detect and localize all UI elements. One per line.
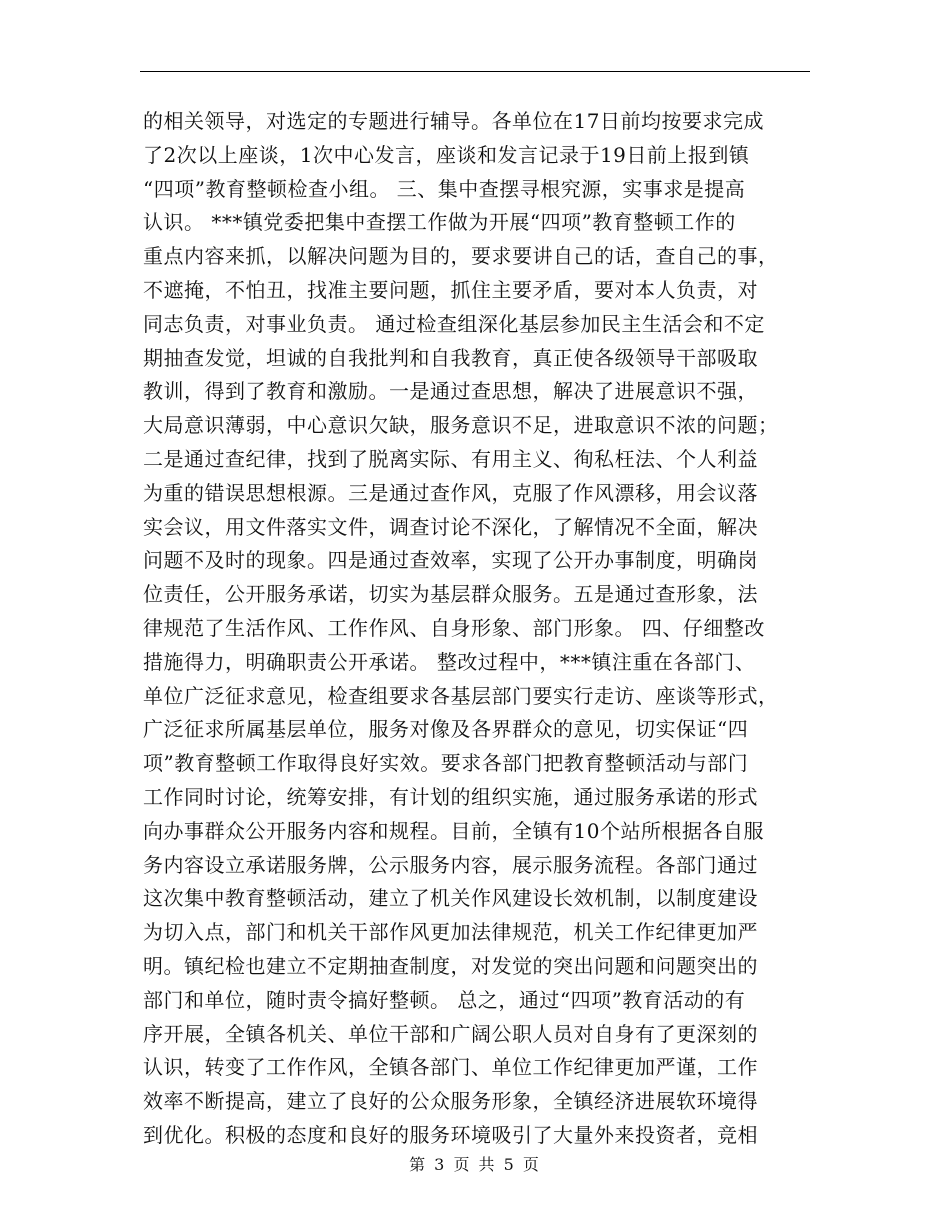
text-line: 部门和单位，随时责令搞好整顿。 总之，通过“四项”教育活动的有 [143,987,746,1012]
text-line: 单位广泛征求意见，检查组要求各基层部门要实行走访、座谈等形式， [143,683,779,708]
text-line: 二是通过查纪律，找到了脱离实际、有用主义、徇私枉法、个人利益 [143,446,758,471]
text-line: 这次集中教育整顿活动，建立了机关作风建设长效机制，以制度建设 [143,886,758,911]
text-line: 项”教育整顿工作取得良好实效。要求各部门把教育整顿活动与部门 [143,751,749,776]
text-line: 为切入点，部门和机关干部作风更加法律规范，机关工作纪律更加严 [143,920,758,945]
text-line: 认识，转变了工作作风，全镇各部门、单位工作纪律更加严谨，工作 [143,1055,758,1080]
text-line: 工作同时讨论，统筹安排，有计划的组织实施，通过服务承诺的形式 [143,784,758,809]
body-text [143,105,823,1153]
text-line: 了2次以上座谈，1次中心发言，座谈和发言记录于19日前上报到镇 [143,142,750,167]
text-line: 措施得力，明确职责公开承诺。 整改过程中，***镇注重在各部门、 [143,649,756,674]
text-line: 务内容设立承诺服务牌，公示服务内容，展示服务流程。各部门通过 [143,852,758,877]
text-line: “四项”教育整顿检查小组。 三、集中查摆寻根究源，实事求是提高 [143,176,746,201]
text-line: 教训，得到了教育和激励。一是通过查思想，解决了进展意识不强， [143,379,758,404]
text-line: 向办事群众公开服务内容和规程。目前，全镇有10个站所根据各自服 [143,818,764,843]
text-line: 广泛征求所属基层单位，服务对像及各界群众的意见，切实保证“四 [143,717,749,742]
text-line: 明。镇纪检也建立不定期抽查制度，对发觉的突出问题和问题突出的 [143,953,758,978]
text-line: 大局意识薄弱，中心意识欠缺，服务意识不足，进取意识不浓的问题； [143,413,779,438]
text-line: 律规范了生活作风、工作作风、自身形象、部门形象。 四、仔细整改 [143,615,765,640]
header-rule [140,71,810,72]
text-line: 不遮掩，不怕丑，找准主要问题，抓住主要矛盾，要对本人负责，对 [143,277,758,302]
page-number-footer: 第 3 页 共 5 页 [409,1155,541,1174]
text-line: 为重的错误思想根源。三是通过查作风，克服了作风漂移，用会议落 [143,480,758,505]
text-line: 认识。 ***镇党委把集中查摆工作做为开展“四项”教育整顿工作的 [143,210,736,235]
text-line: 问题不及时的现象。四是通过查效率，实现了公开办事制度，明确岗 [143,548,758,573]
text-line: 效率不断提高，建立了良好的公众服务形象，全镇经济进展软环境得 [143,1089,758,1114]
text-line: 实会议，用文件落实文件，调查讨论不深化，了解情况不全面，解决 [143,514,758,539]
text-line: 的相关领导，对选定的专题进行辅导。各单位在17日前均按要求完成 [143,109,764,133]
text-line: 序开展，全镇各机关、单位干部和广阔公职人员对自身有了更深刻的 [143,1021,758,1046]
text-line: 重点内容来抓，以解决问题为目的，要求要讲自己的话，查自己的事， [143,244,779,269]
text-line: 到优化。积极的态度和良好的服务环境吸引了大量外来投资者，竞相 [143,1122,758,1147]
text-line: 同志负责，对事业负责。 通过检查组深化基层参加民主生活会和不定 [143,311,765,336]
text-line: 期抽查发觉，坦诚的自我批判和自我教育，真正使各级领导干部吸取 [143,345,758,370]
text-line: 位责任，公开服务承诺，切实为基层群众服务。五是通过查形象，法 [143,582,758,607]
